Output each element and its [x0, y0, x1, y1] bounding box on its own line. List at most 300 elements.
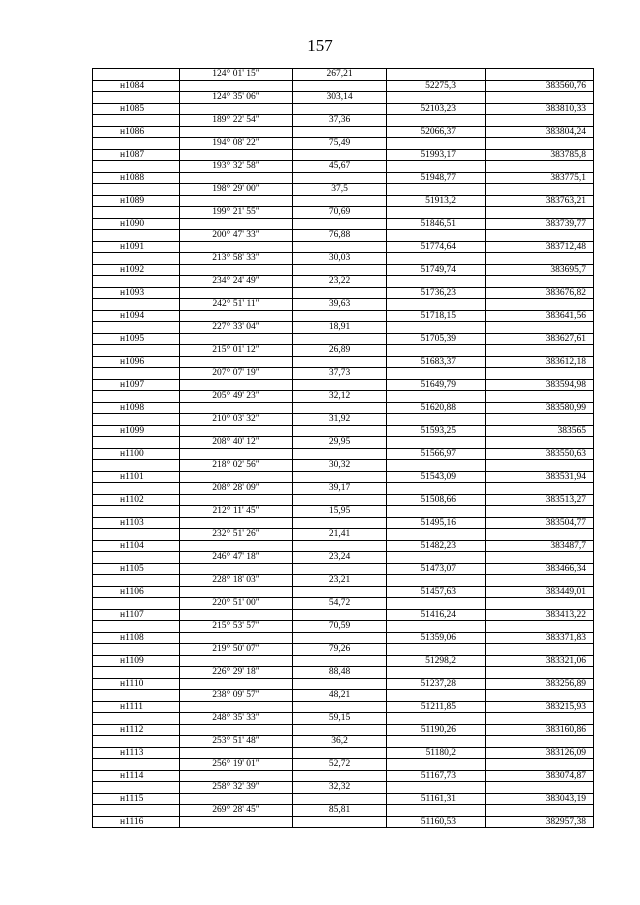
segment-row: [93, 207, 594, 219]
empty-cell: [486, 276, 594, 288]
segment-length: 23,24: [293, 552, 387, 564]
empty-cell: [93, 161, 180, 173]
segment-row: [93, 552, 594, 564]
empty-cell: [486, 736, 594, 748]
point-y: 383612,18: [486, 356, 594, 368]
empty-cell: [486, 713, 594, 725]
empty-cell: [387, 345, 486, 357]
segment-row: [93, 782, 594, 794]
empty-cell: [180, 195, 293, 207]
empty-cell: [293, 287, 387, 299]
empty-cell: [387, 322, 486, 334]
point-row: [93, 471, 594, 483]
point-x: 51593,25: [387, 425, 486, 437]
point-name: н1106: [93, 586, 180, 598]
point-y: 383466,34: [486, 563, 594, 575]
segment-angle: 215° 53' 57": [180, 621, 293, 633]
segment-angle: 228° 18' 03": [180, 575, 293, 587]
point-y: 383627,61: [486, 333, 594, 345]
segment-row: [93, 253, 594, 265]
point-row: [93, 816, 594, 828]
segment-row: [93, 759, 594, 771]
point-x: 51749,74: [387, 264, 486, 276]
empty-cell: [180, 747, 293, 759]
empty-cell: [486, 598, 594, 610]
empty-cell: [180, 632, 293, 644]
empty-cell: [180, 793, 293, 805]
segment-length: 15,95: [293, 506, 387, 518]
segment-angle: 212° 11' 45": [180, 506, 293, 518]
empty-cell: [180, 218, 293, 230]
segment-row: [93, 805, 594, 817]
segment-row: [93, 529, 594, 541]
empty-cell: [387, 759, 486, 771]
segment-length: 30,03: [293, 253, 387, 265]
point-x: 51180,2: [387, 747, 486, 759]
point-x: 51508,66: [387, 494, 486, 506]
point-x: 51161,31: [387, 793, 486, 805]
point-y: 383043,19: [486, 793, 594, 805]
point-x: 51190,26: [387, 724, 486, 736]
point-x: 51237,28: [387, 678, 486, 690]
empty-cell: [180, 517, 293, 529]
point-y: 383074,87: [486, 770, 594, 782]
empty-cell: [387, 575, 486, 587]
empty-cell: [486, 391, 594, 403]
point-y: 383550,63: [486, 448, 594, 460]
point-row: [93, 563, 594, 575]
empty-cell: [486, 414, 594, 426]
segment-row: [93, 736, 594, 748]
point-x: 51774,64: [387, 241, 486, 253]
empty-cell: [93, 437, 180, 449]
point-x: 51298,2: [387, 655, 486, 667]
point-y: 383695,7: [486, 264, 594, 276]
empty-cell: [93, 368, 180, 380]
segment-length: 88,48: [293, 667, 387, 679]
point-name: н1099: [93, 425, 180, 437]
point-name: н1113: [93, 747, 180, 759]
empty-cell: [293, 356, 387, 368]
segment-angle: 218° 02' 56": [180, 460, 293, 472]
empty-cell: [387, 299, 486, 311]
segment-row: [93, 506, 594, 518]
empty-cell: [486, 368, 594, 380]
segment-length: 37,73: [293, 368, 387, 380]
point-y: 383804,24: [486, 126, 594, 138]
empty-cell: [293, 379, 387, 391]
segment-length: 37,5: [293, 184, 387, 196]
empty-cell: [180, 425, 293, 437]
segment-row: [93, 299, 594, 311]
empty-cell: [293, 701, 387, 713]
point-row: [93, 494, 594, 506]
segment-angle: 227° 33' 04": [180, 322, 293, 334]
empty-cell: [180, 540, 293, 552]
empty-cell: [93, 460, 180, 472]
empty-cell: [486, 161, 594, 173]
point-y: 382957,38: [486, 816, 594, 828]
empty-cell: [293, 218, 387, 230]
empty-cell: [387, 598, 486, 610]
empty-cell: [293, 632, 387, 644]
segment-length: 32,32: [293, 782, 387, 794]
empty-cell: [486, 92, 594, 104]
point-name: н1107: [93, 609, 180, 621]
empty-cell: [93, 529, 180, 541]
point-y: 383126,09: [486, 747, 594, 759]
empty-cell: [293, 586, 387, 598]
segment-length: 70,59: [293, 621, 387, 633]
empty-cell: [387, 805, 486, 817]
point-row: [93, 333, 594, 345]
point-y: 383810,33: [486, 103, 594, 115]
point-y: 383215,93: [486, 701, 594, 713]
empty-cell: [93, 299, 180, 311]
segment-length: 23,22: [293, 276, 387, 288]
point-y: 383785,8: [486, 149, 594, 161]
empty-cell: [93, 115, 180, 127]
empty-cell: [387, 644, 486, 656]
point-y: 383712,48: [486, 241, 594, 253]
point-x: 52275,3: [387, 80, 486, 92]
point-x: 51160,53: [387, 816, 486, 828]
point-name: н1084: [93, 80, 180, 92]
segment-row: [93, 598, 594, 610]
segment-row: [93, 391, 594, 403]
point-x: 51457,63: [387, 586, 486, 598]
empty-cell: [93, 322, 180, 334]
empty-cell: [180, 379, 293, 391]
empty-cell: [93, 391, 180, 403]
empty-cell: [93, 644, 180, 656]
segment-angle: 256° 19' 01": [180, 759, 293, 771]
segment-length: 70,69: [293, 207, 387, 219]
segment-row: [93, 322, 594, 334]
empty-cell: [387, 161, 486, 173]
empty-cell: [387, 391, 486, 403]
point-name: н1109: [93, 655, 180, 667]
empty-cell: [293, 540, 387, 552]
empty-cell: [93, 805, 180, 817]
point-row: [93, 126, 594, 138]
empty-cell: [387, 529, 486, 541]
empty-cell: [486, 759, 594, 771]
point-row: [93, 425, 594, 437]
empty-cell: [387, 230, 486, 242]
empty-cell: [486, 253, 594, 265]
segment-angle: 269° 28' 45": [180, 805, 293, 817]
point-row: [93, 793, 594, 805]
segment-row: [93, 575, 594, 587]
point-name: н1096: [93, 356, 180, 368]
point-y: 383580,99: [486, 402, 594, 414]
point-x: 51359,06: [387, 632, 486, 644]
segment-angle: 210° 03' 32": [180, 414, 293, 426]
segment-angle: 220° 51' 00": [180, 598, 293, 610]
empty-cell: [293, 425, 387, 437]
point-y: 383160,86: [486, 724, 594, 736]
empty-cell: [387, 782, 486, 794]
empty-cell: [293, 471, 387, 483]
segment-angle: 258° 32' 39": [180, 782, 293, 794]
point-y: 383594,98: [486, 379, 594, 391]
point-name: н1116: [93, 816, 180, 828]
point-name: н1112: [93, 724, 180, 736]
point-y: 383513,27: [486, 494, 594, 506]
point-name: н1087: [93, 149, 180, 161]
empty-cell: [180, 356, 293, 368]
empty-cell: [180, 678, 293, 690]
empty-cell: [486, 644, 594, 656]
empty-cell: [293, 655, 387, 667]
empty-cell: [293, 517, 387, 529]
empty-cell: [293, 172, 387, 184]
segment-angle: 198° 29' 00": [180, 184, 293, 196]
point-name: н1092: [93, 264, 180, 276]
empty-cell: [387, 69, 486, 81]
point-x: 52103,23: [387, 103, 486, 115]
point-y: 383413,22: [486, 609, 594, 621]
point-name: н1094: [93, 310, 180, 322]
empty-cell: [93, 184, 180, 196]
segment-row: [93, 667, 594, 679]
point-name: н1114: [93, 770, 180, 782]
point-row: [93, 356, 594, 368]
empty-cell: [180, 770, 293, 782]
point-name: н1102: [93, 494, 180, 506]
segment-angle: 213° 58' 33": [180, 253, 293, 265]
segment-angle: 205° 49' 23": [180, 391, 293, 403]
empty-cell: [387, 437, 486, 449]
point-name: н1095: [93, 333, 180, 345]
point-x: 51482,23: [387, 540, 486, 552]
empty-cell: [93, 713, 180, 725]
empty-cell: [293, 126, 387, 138]
empty-cell: [93, 345, 180, 357]
empty-cell: [486, 230, 594, 242]
empty-cell: [293, 747, 387, 759]
empty-cell: [93, 414, 180, 426]
point-name: н1093: [93, 287, 180, 299]
empty-cell: [180, 172, 293, 184]
empty-cell: [486, 322, 594, 334]
segment-row: [93, 276, 594, 288]
segment-row: [93, 92, 594, 104]
point-name: н1098: [93, 402, 180, 414]
segment-row: [93, 644, 594, 656]
empty-cell: [486, 69, 594, 81]
point-x: 51620,88: [387, 402, 486, 414]
point-x: 51416,24: [387, 609, 486, 621]
segment-row: [93, 230, 594, 242]
point-y: 383641,56: [486, 310, 594, 322]
empty-cell: [293, 678, 387, 690]
point-name: н1088: [93, 172, 180, 184]
point-row: [93, 678, 594, 690]
empty-cell: [180, 655, 293, 667]
point-row: [93, 287, 594, 299]
empty-cell: [486, 483, 594, 495]
empty-cell: [387, 414, 486, 426]
segment-length: 18,91: [293, 322, 387, 334]
segment-length: 48,21: [293, 690, 387, 702]
point-name: н1111: [93, 701, 180, 713]
point-name: н1085: [93, 103, 180, 115]
segment-length: 267,21: [293, 69, 387, 81]
point-x: 51167,73: [387, 770, 486, 782]
point-x: 51566,97: [387, 448, 486, 460]
point-row: [93, 632, 594, 644]
empty-cell: [293, 816, 387, 828]
empty-cell: [486, 460, 594, 472]
empty-cell: [293, 241, 387, 253]
empty-cell: [180, 333, 293, 345]
segment-angle: 234° 24' 49": [180, 276, 293, 288]
segment-row: [93, 414, 594, 426]
empty-cell: [486, 782, 594, 794]
segment-length: 30,32: [293, 460, 387, 472]
segment-length: 54,72: [293, 598, 387, 610]
segment-angle: 238° 09' 57": [180, 690, 293, 702]
point-row: [93, 103, 594, 115]
segment-length: 37,36: [293, 115, 387, 127]
empty-cell: [486, 621, 594, 633]
segment-angle: 232° 51' 26": [180, 529, 293, 541]
point-x: 51495,16: [387, 517, 486, 529]
empty-cell: [180, 149, 293, 161]
empty-cell: [293, 448, 387, 460]
empty-cell: [486, 184, 594, 196]
segment-row: [93, 690, 594, 702]
point-row: [93, 402, 594, 414]
segment-length: 59,15: [293, 713, 387, 725]
segment-angle: 242° 51' 11": [180, 299, 293, 311]
point-x: 51948,77: [387, 172, 486, 184]
empty-cell: [180, 264, 293, 276]
point-name: н1086: [93, 126, 180, 138]
empty-cell: [93, 575, 180, 587]
point-x: 51705,39: [387, 333, 486, 345]
segment-length: 303,14: [293, 92, 387, 104]
point-name: н1115: [93, 793, 180, 805]
point-x: 51718,15: [387, 310, 486, 322]
empty-cell: [93, 621, 180, 633]
empty-cell: [180, 494, 293, 506]
segment-length: 76,88: [293, 230, 387, 242]
point-row: [93, 195, 594, 207]
empty-cell: [180, 701, 293, 713]
empty-cell: [180, 609, 293, 621]
point-row: [93, 172, 594, 184]
segment-angle: 193° 32' 58": [180, 161, 293, 173]
point-x: 51913,2: [387, 195, 486, 207]
empty-cell: [486, 115, 594, 127]
empty-cell: [387, 552, 486, 564]
segment-row: [93, 184, 594, 196]
empty-cell: [93, 92, 180, 104]
empty-cell: [93, 230, 180, 242]
point-row: [93, 80, 594, 92]
segment-length: 23,21: [293, 575, 387, 587]
empty-cell: [486, 299, 594, 311]
empty-cell: [387, 92, 486, 104]
empty-cell: [180, 126, 293, 138]
segment-angle: 246° 47' 18": [180, 552, 293, 564]
point-y: 383256,89: [486, 678, 594, 690]
point-y: 383565: [486, 425, 594, 437]
segment-angle: 208° 28' 09": [180, 483, 293, 495]
empty-cell: [93, 253, 180, 265]
empty-cell: [180, 402, 293, 414]
point-row: [93, 517, 594, 529]
segment-length: 21,41: [293, 529, 387, 541]
point-y: 383739,77: [486, 218, 594, 230]
point-y: 383775,1: [486, 172, 594, 184]
segment-length: 36,2: [293, 736, 387, 748]
point-name: н1110: [93, 678, 180, 690]
segment-length: 31,92: [293, 414, 387, 426]
point-name: н1104: [93, 540, 180, 552]
empty-cell: [180, 241, 293, 253]
empty-cell: [486, 552, 594, 564]
empty-cell: [486, 506, 594, 518]
empty-cell: [93, 69, 180, 81]
empty-cell: [293, 333, 387, 345]
coordinates-table-container: [92, 68, 594, 828]
empty-cell: [486, 345, 594, 357]
empty-cell: [180, 103, 293, 115]
empty-cell: [387, 506, 486, 518]
empty-cell: [293, 80, 387, 92]
point-row: [93, 218, 594, 230]
coordinates-table-body: [93, 69, 594, 828]
empty-cell: [486, 575, 594, 587]
empty-cell: [180, 448, 293, 460]
segment-row: [93, 460, 594, 472]
point-y: 383560,76: [486, 80, 594, 92]
page-number: 157: [307, 36, 333, 55]
point-name: н1100: [93, 448, 180, 460]
point-name: н1097: [93, 379, 180, 391]
point-row: [93, 609, 594, 621]
point-y: 383504,77: [486, 517, 594, 529]
segment-angle: 189° 22' 54": [180, 115, 293, 127]
point-name: н1101: [93, 471, 180, 483]
point-row: [93, 448, 594, 460]
empty-cell: [387, 276, 486, 288]
point-y: 383487,7: [486, 540, 594, 552]
segment-angle: 124° 01' 15": [180, 69, 293, 81]
empty-cell: [486, 667, 594, 679]
segment-length: 29,95: [293, 437, 387, 449]
point-row: [93, 264, 594, 276]
empty-cell: [387, 368, 486, 380]
empty-cell: [93, 506, 180, 518]
empty-cell: [93, 759, 180, 771]
empty-cell: [293, 494, 387, 506]
empty-cell: [93, 276, 180, 288]
empty-cell: [180, 724, 293, 736]
point-row: [93, 149, 594, 161]
segment-length: 52,72: [293, 759, 387, 771]
empty-cell: [387, 253, 486, 265]
empty-cell: [180, 80, 293, 92]
empty-cell: [293, 264, 387, 276]
segment-row: [93, 368, 594, 380]
point-name: н1091: [93, 241, 180, 253]
empty-cell: [93, 690, 180, 702]
